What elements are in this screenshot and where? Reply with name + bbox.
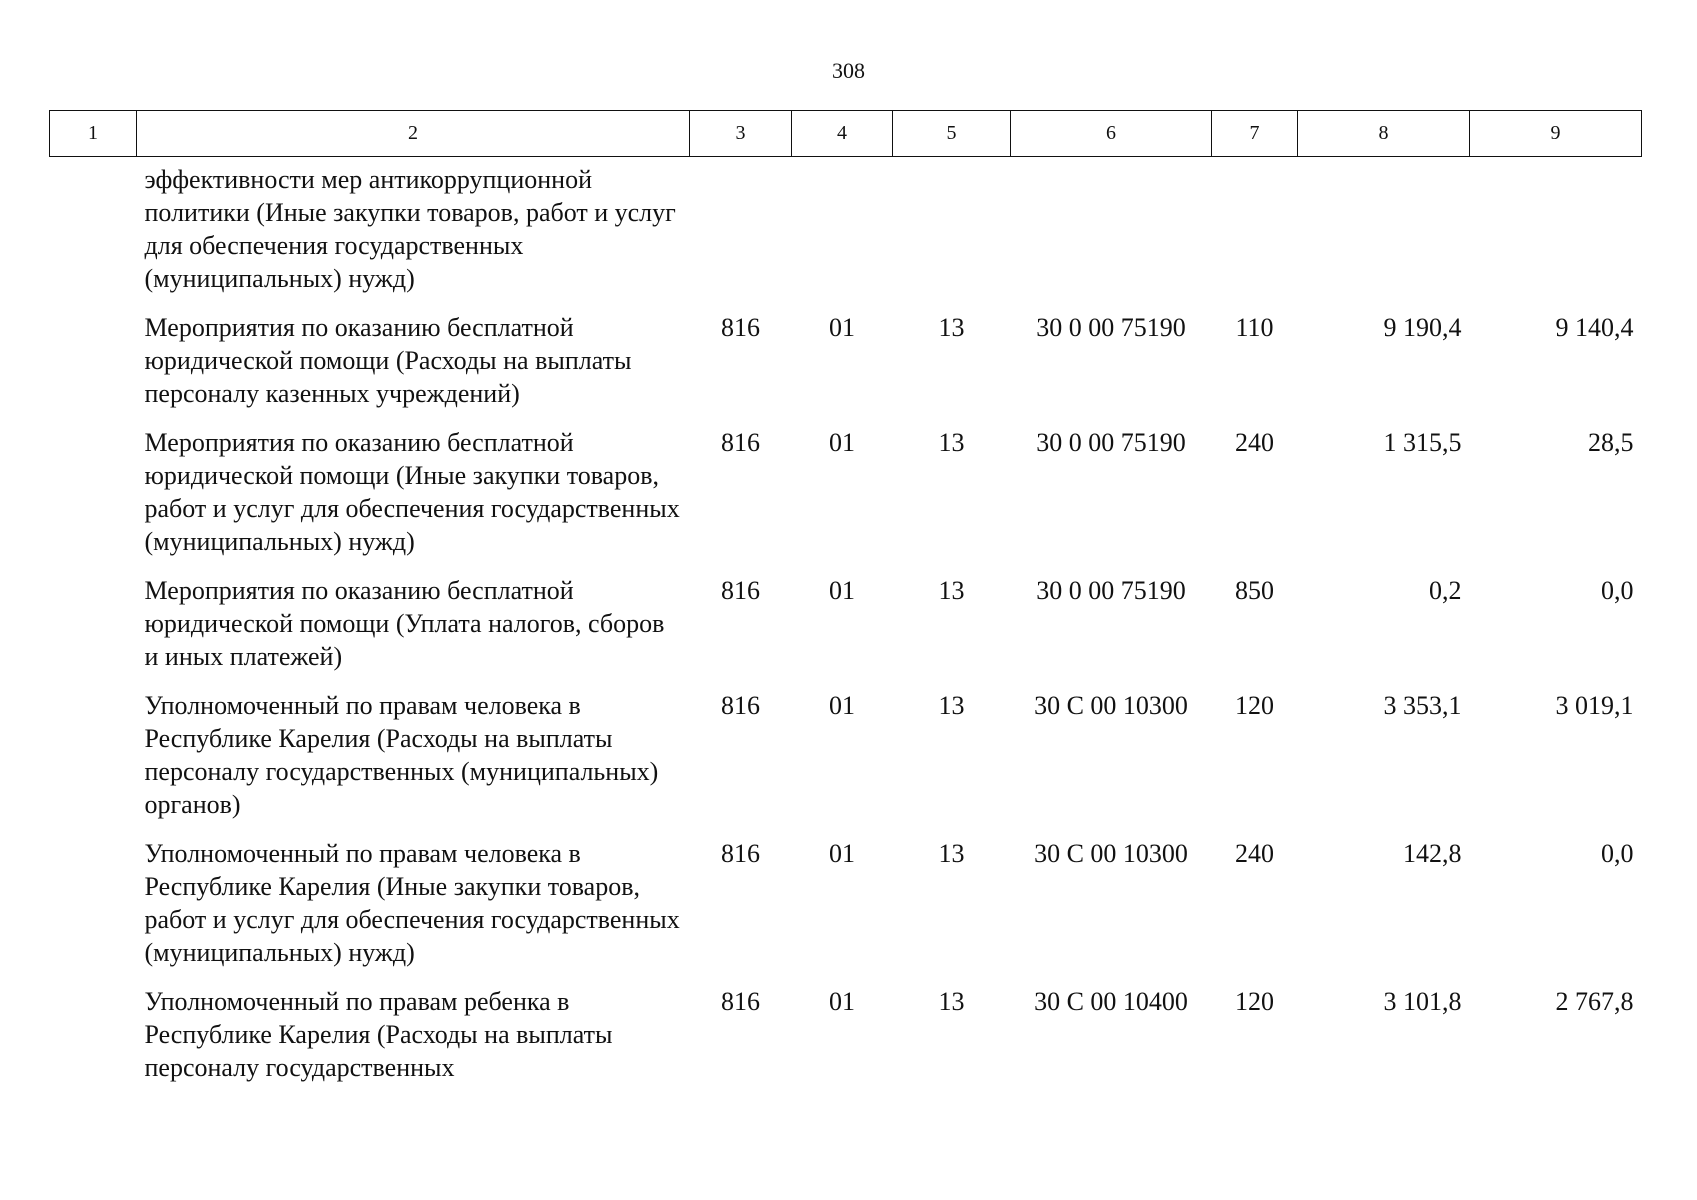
header-cell-9: 9	[1470, 111, 1642, 157]
admin-code-cell: 816	[721, 691, 760, 720]
header-cell-5: 5	[893, 111, 1011, 157]
amount-1-cell	[1298, 157, 1470, 312]
table-row	[50, 426, 1642, 574]
row-number-cell	[50, 426, 137, 574]
amount-1-cell: 3 101,8	[1383, 987, 1462, 1016]
target-article-cell: 30 С 00 10400	[1034, 987, 1188, 1016]
expense-name-cell: эффективности мер антикоррупционной политики (Иные закупки товаров, работ и услуг для обеспечения государственных (муниципальных) нужд)	[144, 165, 676, 293]
header-row	[50, 111, 1642, 157]
budget-table	[49, 110, 1642, 1100]
target-article-cell	[1011, 157, 1212, 312]
section-cell: 01	[829, 576, 855, 605]
amount-1-cell: 0,2	[1429, 576, 1462, 605]
expense-type-cell: 240	[1235, 839, 1274, 868]
table-row	[50, 157, 1642, 312]
admin-code-cell: 816	[721, 576, 760, 605]
expense-name-cell: Уполномоченный по правам человека в Республике Карелия (Иные закупки товаров, работ и услуг для обеспечения государственных (муниципальных) нужд)	[144, 839, 680, 967]
target-article-cell: 30 0 00 75190	[1036, 576, 1186, 605]
amount-2-cell: 3 019,1	[1555, 691, 1634, 720]
section-cell	[792, 157, 893, 312]
amount-2-cell: 28,5	[1588, 428, 1634, 457]
subsection-cell: 13	[938, 691, 965, 720]
section-cell: 01	[829, 691, 855, 720]
table-row	[50, 837, 1642, 985]
section-cell: 01	[829, 313, 855, 342]
admin-code-cell: 816	[721, 428, 760, 457]
page-number: 308	[832, 58, 865, 83]
target-article-cell: 30 С 00 10300	[1034, 691, 1188, 720]
subsection-cell: 13	[938, 313, 965, 342]
table-row	[50, 689, 1642, 837]
expense-name-cell: Мероприятия по оказанию бесплатной юридической помощи (Иные закупки товаров, работ и услуг для обеспечения государственных (муниципальных) нужд)	[144, 428, 680, 556]
amount-1-cell: 142,8	[1403, 839, 1462, 868]
subsection-cell: 13	[938, 839, 965, 868]
expense-name-cell: Мероприятия по оказанию бесплатной юридической помощи (Расходы на выплаты персоналу казенных учреждений)	[144, 313, 632, 408]
amount-2-cell: 9 140,4	[1555, 313, 1634, 342]
table-body	[50, 157, 1642, 1101]
header-cell-1: 1	[50, 111, 137, 157]
amount-2-cell: 0,0	[1601, 839, 1634, 868]
expense-type-cell: 120	[1235, 987, 1274, 1016]
amount-1-cell: 9 190,4	[1383, 313, 1462, 342]
table-row	[50, 574, 1642, 689]
target-article-cell: 30 0 00 75190	[1036, 313, 1186, 342]
row-number-cell	[50, 985, 137, 1100]
header-cell-3: 3	[690, 111, 792, 157]
header-cell-4: 4	[792, 111, 893, 157]
header-cell-7: 7	[1212, 111, 1298, 157]
admin-code-cell: 816	[721, 987, 760, 1016]
expense-type-cell: 120	[1235, 691, 1274, 720]
amount-2-cell: 0,0	[1601, 576, 1634, 605]
target-article-cell: 30 0 00 75190	[1036, 428, 1186, 457]
expense-type-cell	[1212, 157, 1298, 312]
amount-2-cell	[1470, 157, 1642, 312]
expense-type-cell: 240	[1235, 428, 1274, 457]
row-number-cell	[50, 157, 137, 312]
admin-code-cell: 816	[721, 839, 760, 868]
expense-type-cell: 850	[1235, 576, 1274, 605]
amount-2-cell: 2 767,8	[1555, 987, 1634, 1016]
subsection-cell: 13	[938, 428, 965, 457]
target-article-cell: 30 С 00 10300	[1034, 839, 1188, 868]
header-cell-8: 8	[1298, 111, 1470, 157]
table-header	[50, 111, 1642, 157]
admin-code-cell	[690, 157, 792, 312]
table-row	[50, 311, 1642, 426]
amount-1-cell: 1 315,5	[1383, 428, 1462, 457]
section-cell: 01	[829, 839, 855, 868]
row-number-cell	[50, 311, 137, 426]
row-number-cell	[50, 689, 137, 837]
section-cell: 01	[829, 987, 855, 1016]
admin-code-cell: 816	[721, 313, 760, 342]
section-cell: 01	[829, 428, 855, 457]
amount-1-cell: 3 353,1	[1383, 691, 1462, 720]
table-row	[50, 985, 1642, 1100]
subsection-cell	[893, 157, 1011, 312]
row-number-cell	[50, 574, 137, 689]
expense-type-cell: 110	[1235, 313, 1274, 342]
subsection-cell: 13	[938, 987, 965, 1016]
subsection-cell: 13	[938, 576, 965, 605]
header-cell-2: 2	[137, 111, 690, 157]
expense-name-cell: Уполномоченный по правам человека в Республике Карелия (Расходы на выплаты персоналу государственных (муниципальных) органов)	[144, 691, 659, 819]
row-number-cell	[50, 837, 137, 985]
expense-name-cell: Уполномоченный по правам ребенка в Республике Карелия (Расходы на выплаты персоналу государственных	[144, 987, 613, 1082]
expense-name-cell: Мероприятия по оказанию бесплатной юридической помощи (Уплата налогов, сборов и иных платежей)	[144, 576, 665, 671]
header-cell-6: 6	[1011, 111, 1212, 157]
